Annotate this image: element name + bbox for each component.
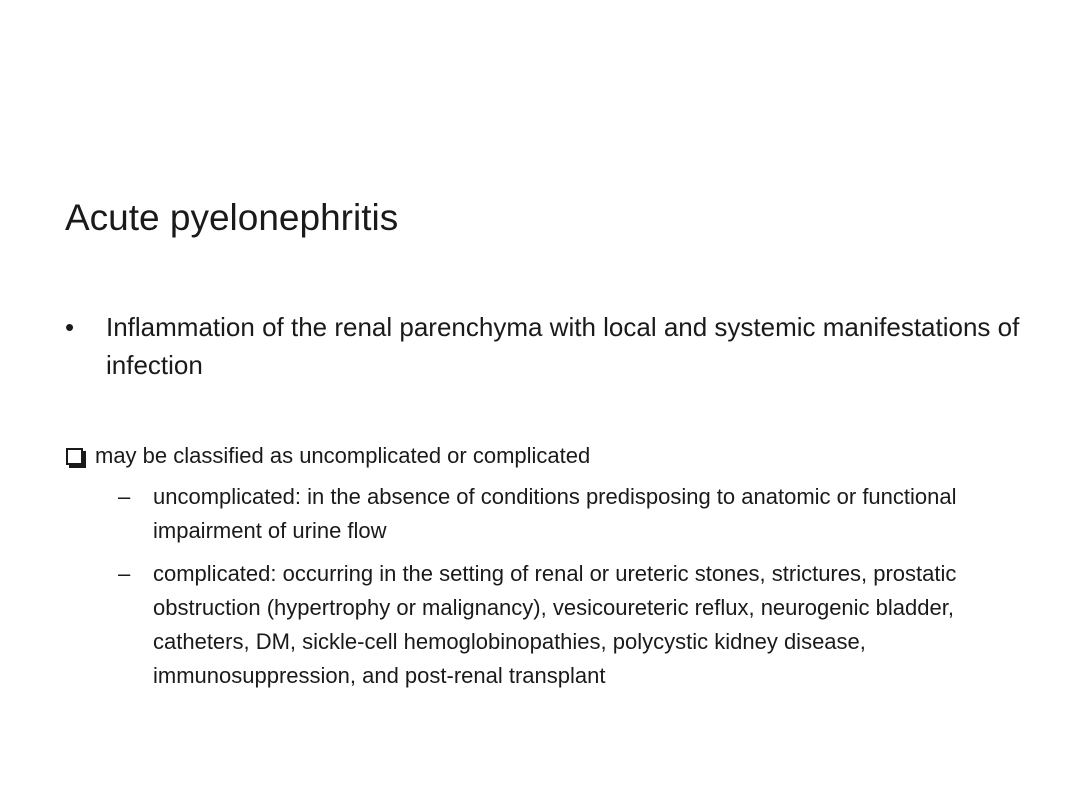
checkbox-icon bbox=[66, 448, 83, 465]
main-bullet bbox=[65, 308, 1045, 384]
sub-item-text: uncomplicated: in the absence of conditions predisposing to anatomic or functional impairment of urine flow bbox=[153, 484, 957, 543]
dash-icon: – bbox=[118, 561, 131, 586]
bullet-text: Inflammation of the renal parenchyma with local and systemic manifestations of infection bbox=[106, 312, 1020, 380]
checkbox-item bbox=[65, 440, 1045, 472]
slide-title: Acute pyelonephritis bbox=[65, 197, 399, 238]
dash-icon: – bbox=[118, 484, 131, 509]
checkbox-row bbox=[65, 440, 1045, 472]
sub-item-text: complicated: occurring in the setting of renal or ureteric stones, strictures, prostatic obstruction (hypertrophy or malignancy), vesicoureteric reflux, neurogenic bladder, catheters, DM, sickle-cell hemoglobinopathies, polycystic kidney disease, immunosuppression, and post-renal transplant bbox=[153, 561, 957, 688]
sub-list bbox=[118, 480, 1018, 702]
sub-item-uncomplicated bbox=[118, 480, 1018, 548]
bullet-icon: • bbox=[65, 312, 75, 342]
sub-item-complicated bbox=[118, 557, 1018, 693]
checkbox-text: may be classified as uncomplicated or complicated bbox=[95, 443, 591, 468]
bullet-row bbox=[65, 308, 1045, 384]
